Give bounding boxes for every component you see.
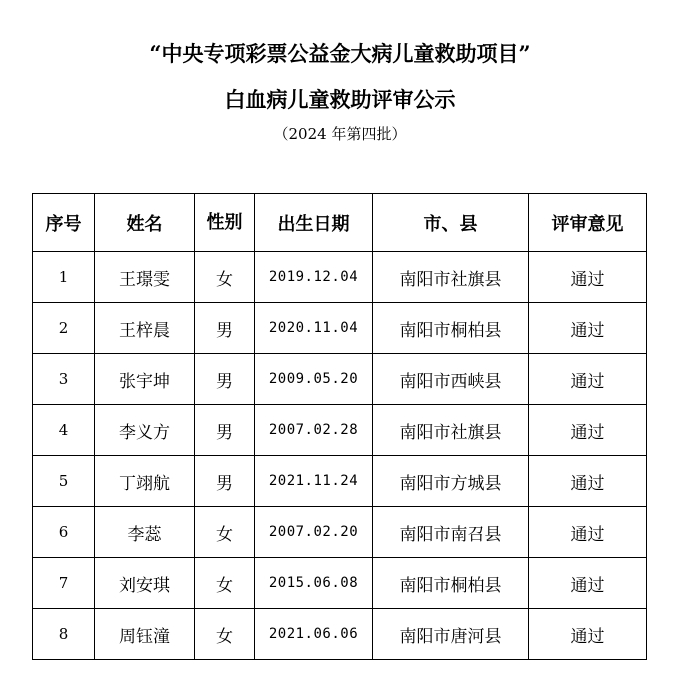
cell-review-opinion: 通过 xyxy=(529,507,647,558)
cell-city-county: 南阳市社旗县 xyxy=(373,252,529,303)
cell-seq: 1 xyxy=(33,252,95,303)
cell-name: 张宇坤 xyxy=(95,354,195,405)
cell-birthdate: 2019.12.04 xyxy=(255,252,373,303)
document-subtitle: （2024 年第四批） xyxy=(273,125,407,143)
table-row xyxy=(33,507,647,558)
cell-gender: 女 xyxy=(195,252,255,303)
header-gender: 性别 xyxy=(195,194,255,252)
cell-seq: 5 xyxy=(33,456,95,507)
header-name: 姓名 xyxy=(95,194,195,252)
cell-name: 李义方 xyxy=(95,405,195,456)
cell-seq: 8 xyxy=(33,609,95,660)
cell-city-county: 南阳市唐河县 xyxy=(373,609,529,660)
document-title-line2: 白血病儿童救助评审公示 xyxy=(224,87,456,112)
table-row xyxy=(33,405,647,456)
cell-name: 王梓晨 xyxy=(95,303,195,354)
cell-gender: 男 xyxy=(195,405,255,456)
cell-name: 周钰潼 xyxy=(95,609,195,660)
review-results-table xyxy=(32,193,647,660)
cell-birthdate: 2020.11.04 xyxy=(255,303,373,354)
table-row xyxy=(33,609,647,660)
cell-seq: 7 xyxy=(33,558,95,609)
table-header-row xyxy=(33,194,647,252)
cell-name: 丁翊航 xyxy=(95,456,195,507)
cell-review-opinion: 通过 xyxy=(529,252,647,303)
table-row xyxy=(33,252,647,303)
cell-gender: 男 xyxy=(195,456,255,507)
cell-city-county: 南阳市西峡县 xyxy=(373,354,529,405)
table-row xyxy=(33,456,647,507)
header-seq: 序号 xyxy=(33,194,95,252)
cell-gender: 女 xyxy=(195,609,255,660)
header-birthdate: 出生日期 xyxy=(255,194,373,252)
cell-review-opinion: 通过 xyxy=(529,558,647,609)
cell-birthdate: 2007.02.20 xyxy=(255,507,373,558)
cell-seq: 3 xyxy=(33,354,95,405)
cell-city-county: 南阳市南召县 xyxy=(373,507,529,558)
cell-seq: 2 xyxy=(33,303,95,354)
cell-review-opinion: 通过 xyxy=(529,354,647,405)
cell-gender: 男 xyxy=(195,354,255,405)
header-city-county: 市、县 xyxy=(373,194,529,252)
cell-gender: 男 xyxy=(195,303,255,354)
cell-gender: 女 xyxy=(195,558,255,609)
cell-city-county: 南阳市桐柏县 xyxy=(373,558,529,609)
cell-review-opinion: 通过 xyxy=(529,456,647,507)
cell-name: 李蕊 xyxy=(95,507,195,558)
cell-seq: 6 xyxy=(33,507,95,558)
cell-city-county: 南阳市方城县 xyxy=(373,456,529,507)
table-row xyxy=(33,558,647,609)
cell-gender: 女 xyxy=(195,507,255,558)
cell-birthdate: 2015.06.08 xyxy=(255,558,373,609)
header-review-opinion: 评审意见 xyxy=(529,194,647,252)
cell-city-county: 南阳市桐柏县 xyxy=(373,303,529,354)
table-row xyxy=(33,303,647,354)
cell-seq: 4 xyxy=(33,405,95,456)
cell-birthdate: 2021.11.24 xyxy=(255,456,373,507)
table-row xyxy=(33,354,647,405)
cell-review-opinion: 通过 xyxy=(529,303,647,354)
cell-birthdate: 2021.06.06 xyxy=(255,609,373,660)
cell-birthdate: 2009.05.20 xyxy=(255,354,373,405)
cell-review-opinion: 通过 xyxy=(529,405,647,456)
cell-birthdate: 2007.02.28 xyxy=(255,405,373,456)
cell-city-county: 南阳市社旗县 xyxy=(373,405,529,456)
cell-name: 刘安琪 xyxy=(95,558,195,609)
document-title-line1: “中央专项彩票公益金大病儿童救助项目” xyxy=(149,41,531,66)
cell-review-opinion: 通过 xyxy=(529,609,647,660)
cell-name: 王璟雯 xyxy=(95,252,195,303)
